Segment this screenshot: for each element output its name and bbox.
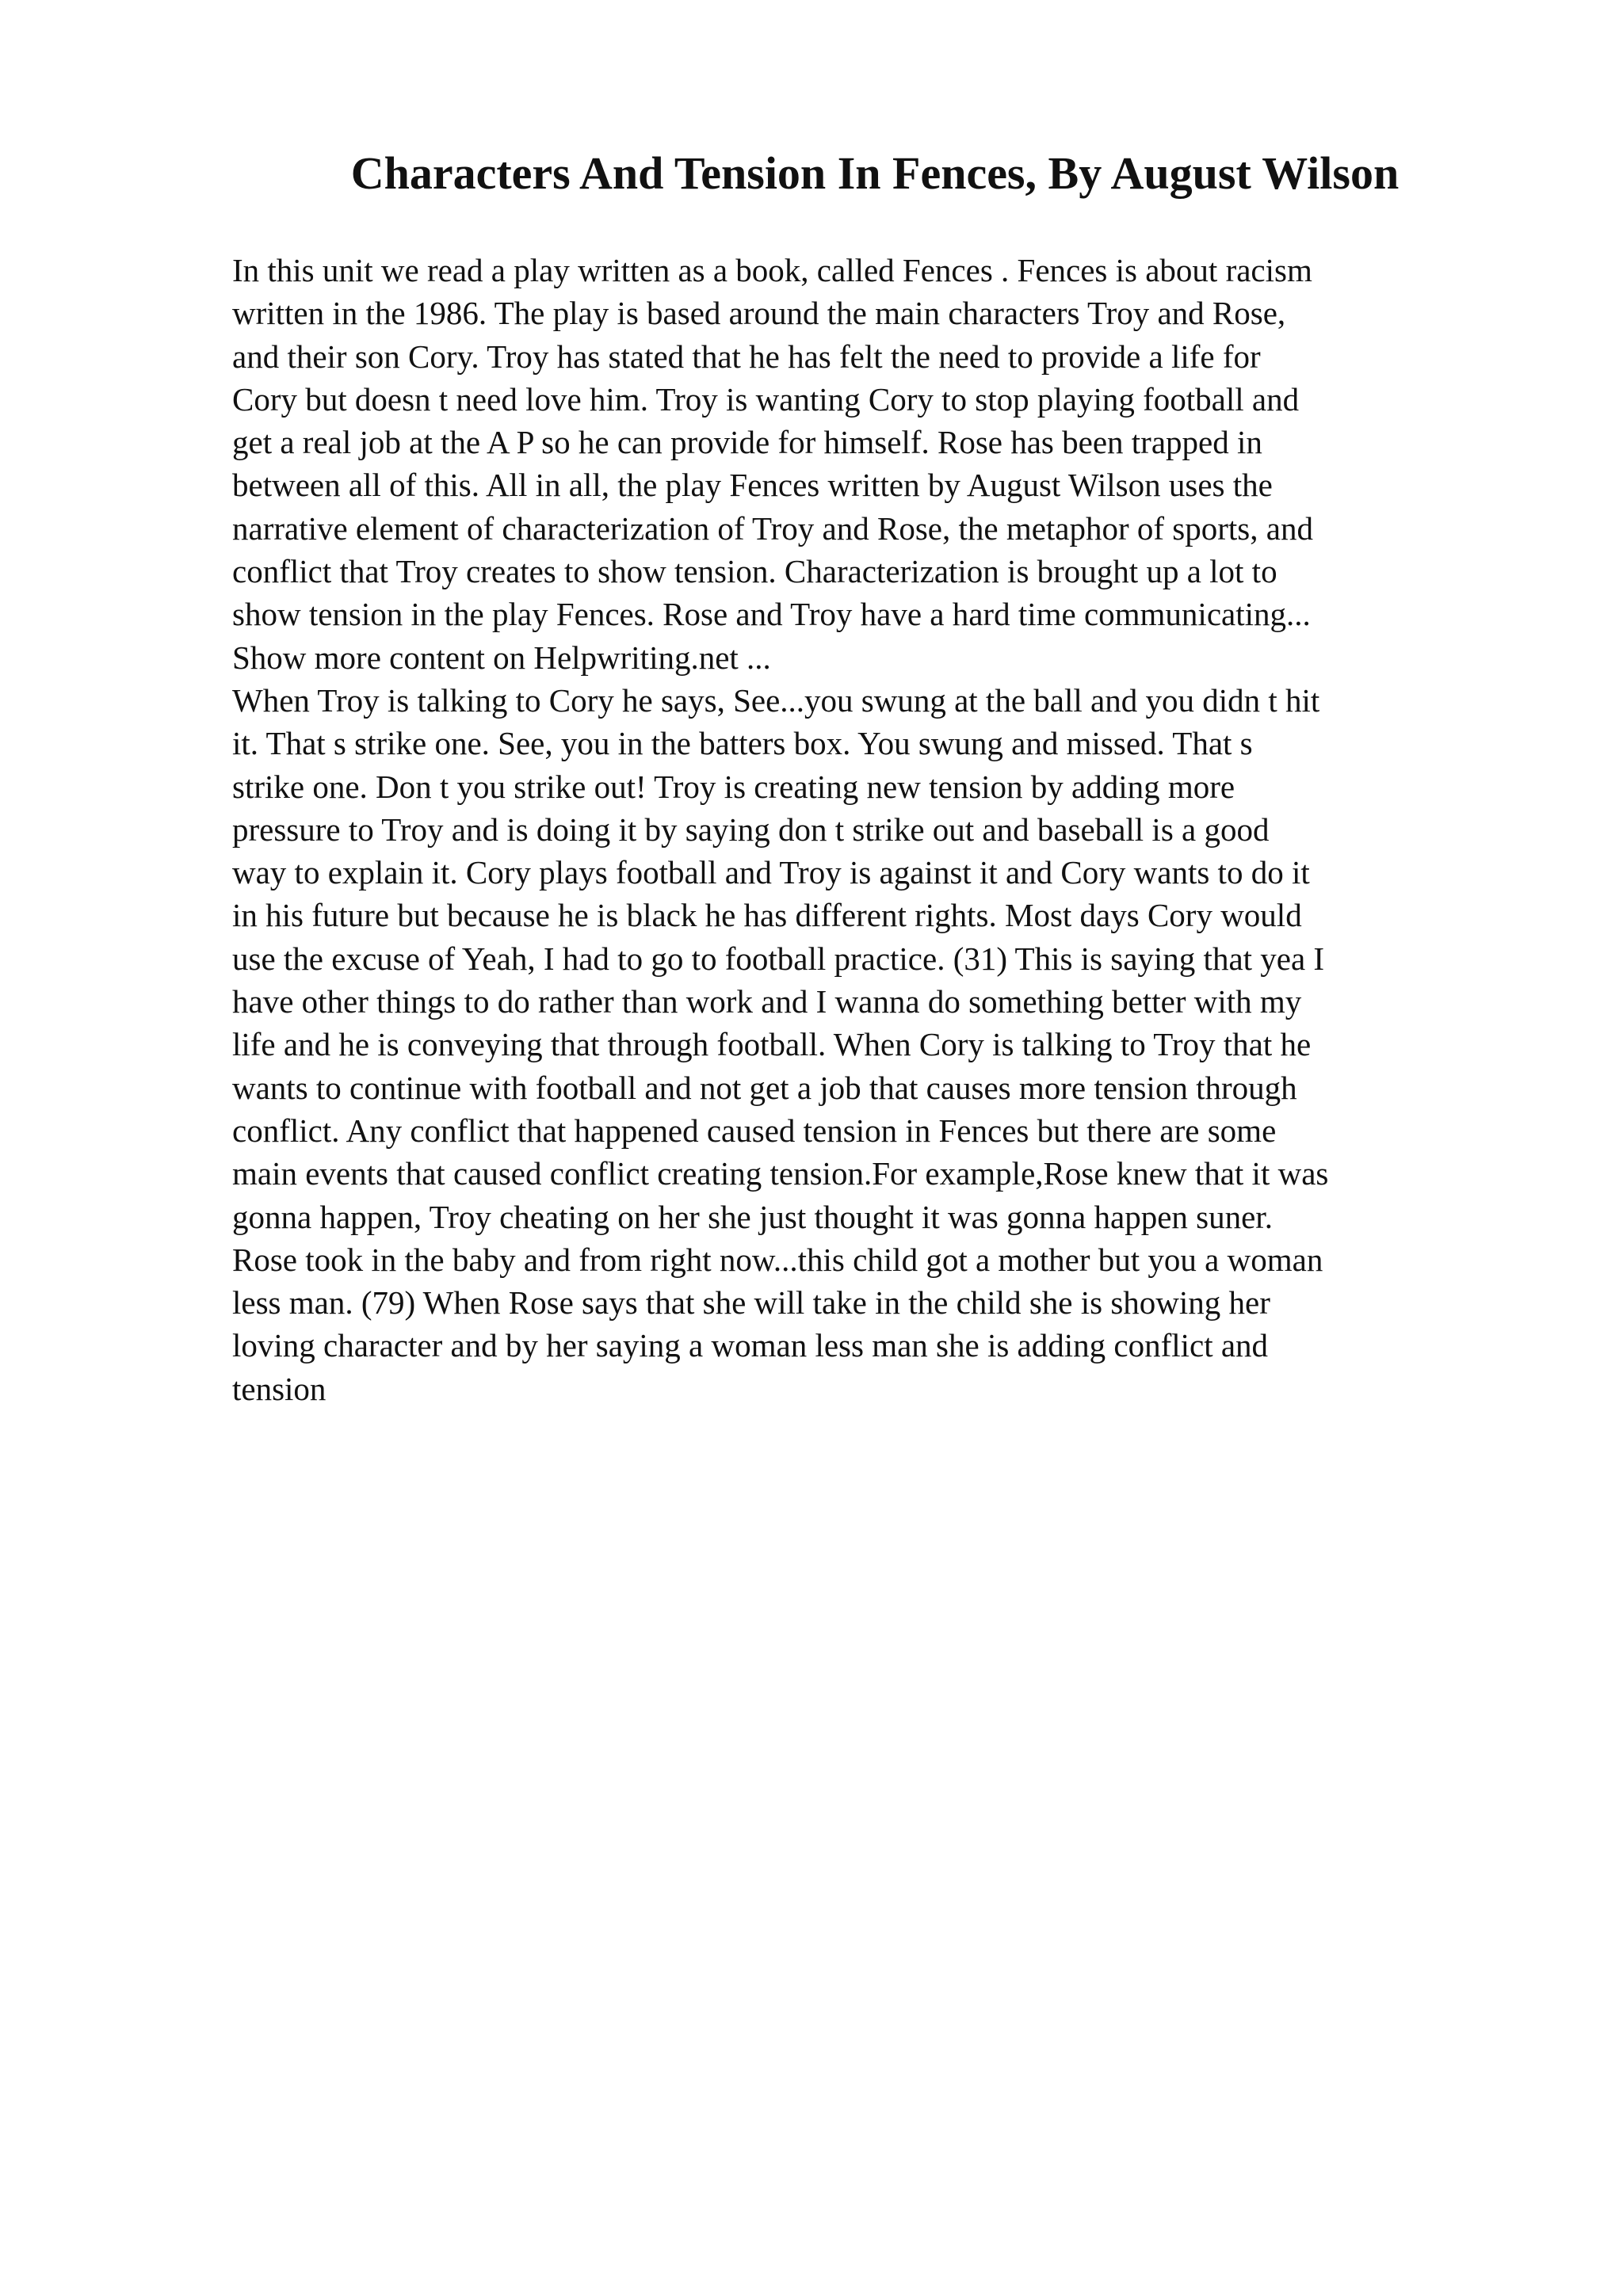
- text-line: in his future but because he is black he has different rights. Most days Cory would: [232, 897, 1302, 934]
- text-line: tension: [232, 1370, 327, 1407]
- text-line: it. That s strike one. See, you in the batters box. You swung and missed. That s: [232, 725, 1253, 762]
- text-line: Cory but doesn t need love him. Troy is wanting Cory to stop playing football and: [232, 380, 1300, 418]
- text-line: life and he is conveying that through football. When Cory is talking to Troy that he: [232, 1026, 1312, 1063]
- show-more-line: Show more content on Helpwriting.net ...: [232, 639, 771, 676]
- text-line: way to explain it. Cory plays football and Troy is against it and Cory wants to do it: [232, 854, 1310, 891]
- text-line: Rose took in the baby and from right now...this child got a mother but you a woman: [232, 1241, 1323, 1278]
- text-line: wants to continue with football and not get a job that causes more tension through: [232, 1069, 1297, 1106]
- text-line: and their son Cory. Troy has stated that he has felt the need to provide a life for: [232, 338, 1261, 375]
- text-line: less man. (79) When Rose says that she will take in the child she is showing her: [232, 1284, 1270, 1322]
- text-line: In this unit we read a play written as a book, called Fences . Fences is about racism: [232, 252, 1312, 288]
- essay-body: [232, 249, 1500, 1410]
- text-line: conflict. Any conflict that happened caused tension in Fences but there are some: [232, 1112, 1277, 1149]
- text-line: pressure to Troy and is doing it by saying don t strike out and baseball is a good: [232, 810, 1270, 848]
- text-line: conflict that Troy creates to show tension. Characterization is brought up a lot to: [232, 553, 1277, 590]
- text-line: main events that caused conflict creating tension.For example,Rose knew that it was: [232, 1155, 1329, 1192]
- text-line: strike one. Don t you strike out! Troy is creating new tension by adding more: [232, 768, 1235, 805]
- text-line: show tension in the play Fences. Rose and Troy have a hard time communicating...: [232, 596, 1311, 633]
- text-line: have other things to do rather than work and I wanna do something better with my: [232, 983, 1302, 1020]
- text-line: written in the 1986. The play is based around the main characters Troy and Rose,: [232, 295, 1286, 332]
- text-line: use the excuse of Yeah, I had to go to football practice. (31) This is saying that yea I: [232, 940, 1325, 977]
- text-line: narrative element of characterization of Troy and Rose, the metaphor of sports, and: [232, 509, 1313, 547]
- document-title: Characters And Tension In Fences, By August Wilson: [350, 147, 1400, 199]
- text-line: When Troy is talking to Cory he says, See...you swung at the ball and you didn t hit: [232, 681, 1320, 719]
- text-line: gonna happen, Troy cheating on her she just thought it was gonna happen suner.: [232, 1198, 1273, 1235]
- text-line: between all of this. All in all, the play Fences written by August Wilson uses the: [232, 467, 1273, 504]
- text-line: get a real job at the A P so he can provide for himself. Rose has been trapped in: [232, 424, 1262, 461]
- text-line: loving character and by her saying a woman less man she is adding conflict and: [232, 1327, 1269, 1364]
